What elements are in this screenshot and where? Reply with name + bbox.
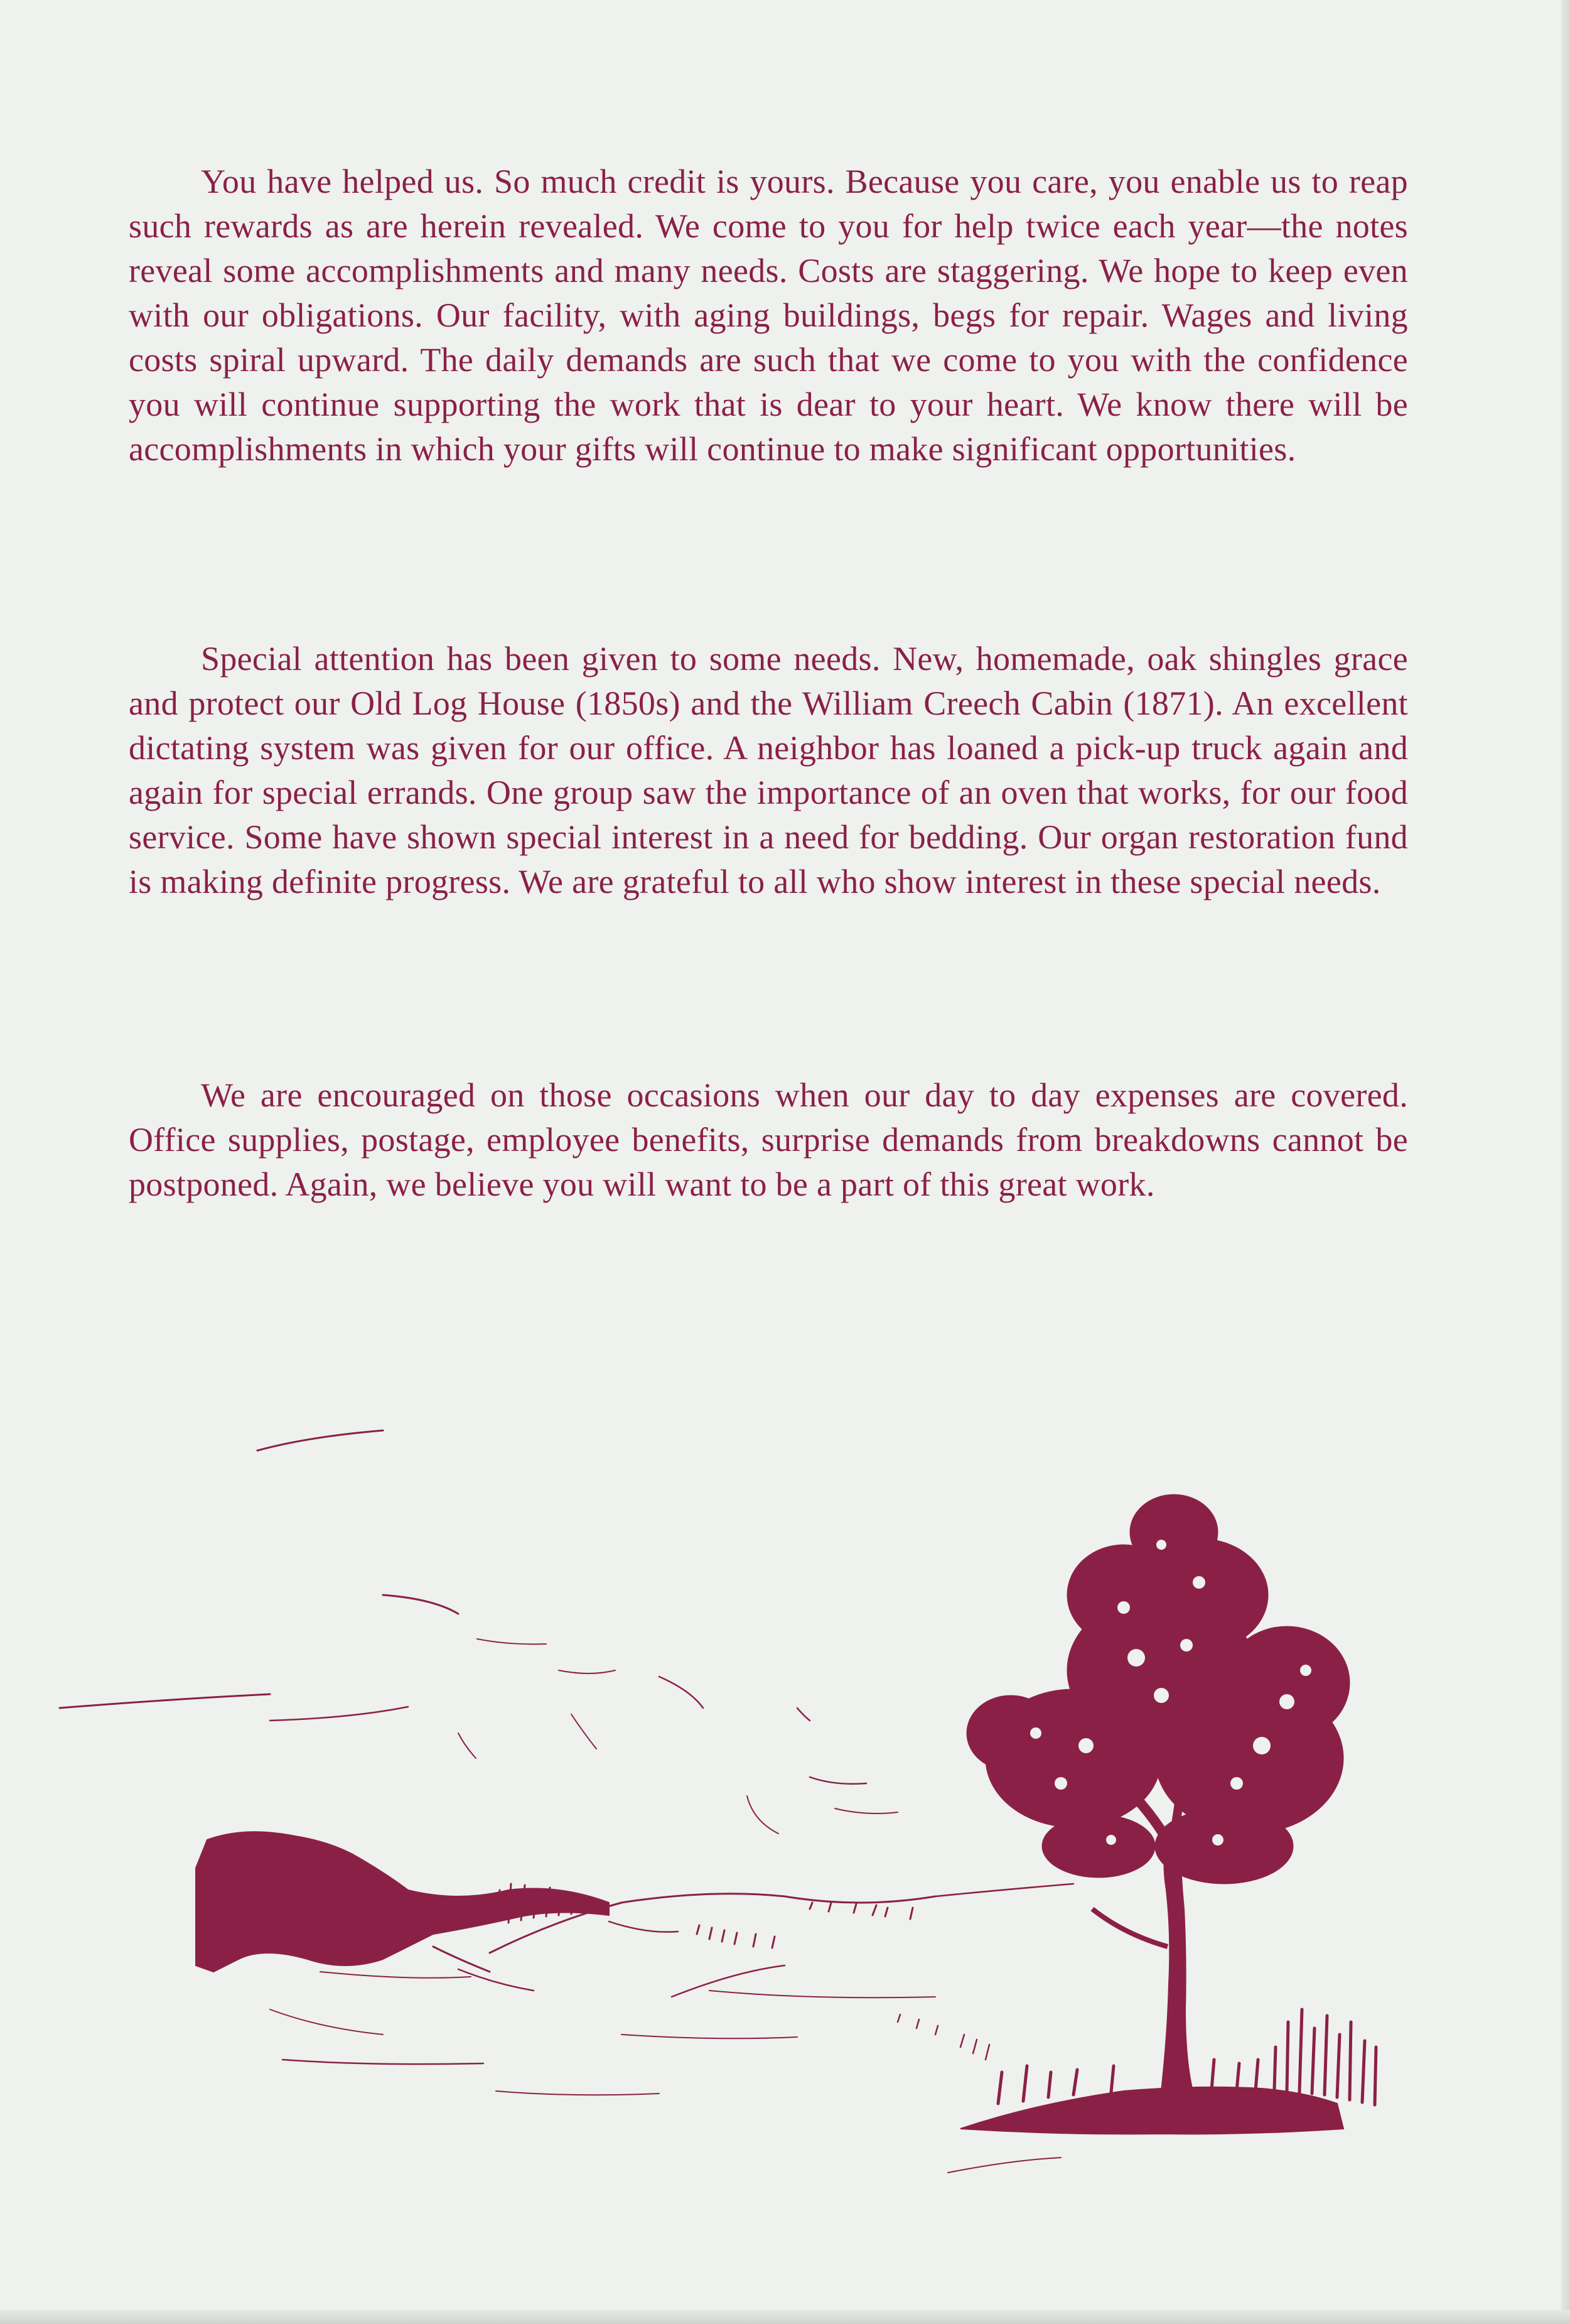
distant-hill <box>935 1884 1073 1896</box>
ground-line <box>270 2009 383 2035</box>
sky-line <box>659 1677 703 1708</box>
sky-line <box>747 1796 778 1834</box>
paragraph-daily-expenses: We are encouraged on those occasions when our day to day expenses are covered. Office supplies, postage, employee benefits, surprise demands from breakdowns cannot be postponed. Again, we believe you will want to be a part of this great work. <box>129 1076 1408 1203</box>
tree-foliage <box>1224 1626 1350 1739</box>
paragraph-gratitude: You have helped us. So much credit is yours. Because you care, you enable us to reap such rewards as are herein revealed. We come to you for help twice each year—the notes reveal some accomplishments and many needs. Costs are staggering. We hope to keep even with our obligations. Our facility, with aging buildings, begs for repair. Wages and living costs spiral upward. The daily demands are such that we come to you with the confidence you will continue supporting the work that is dear to your heart. We know there will be accomplishments in which your gifts will continue to make significant opportunities. <box>129 163 1408 468</box>
landscape-illustration <box>56 1407 1500 2198</box>
sky-line <box>270 1707 408 1721</box>
tree-branch <box>1092 1909 1168 1947</box>
sky-line <box>571 1714 596 1749</box>
ground-line <box>282 2060 483 2064</box>
tree-foliage <box>1042 1815 1155 1878</box>
sky-line <box>257 1430 383 1451</box>
ground-line <box>320 1972 471 1978</box>
ground-line <box>496 2091 659 2095</box>
sky-line <box>477 1639 546 1644</box>
sky-line <box>559 1670 615 1673</box>
tree-mound <box>960 2087 1343 2134</box>
sky-line <box>797 1708 810 1721</box>
page-edge <box>1561 0 1570 2324</box>
page-bottom-edge <box>0 2310 1570 2324</box>
tree-foliage <box>1155 1808 1293 1884</box>
ground-line <box>621 2035 797 2038</box>
sky-line <box>60 1694 270 1708</box>
sky-line <box>458 1733 476 1758</box>
paragraph-special-needs: Special attention has been given to some needs. New, homemade, oak shingles grace and protect our Old Log House (1850s) and the William Creech Cabin (1871). An excellent dictating system was given for our office. A neighbor has loaned a pick-up truck again and again for special errands. One group saw the importance of an oven that works, for our food service. Some have shown special interest in a need for bedding. Our organ restoration fund is making definite progress. We are grateful to all who show interest in these special needs. <box>129 640 1408 900</box>
sky-line <box>835 1808 898 1813</box>
ground-line <box>709 1991 935 1997</box>
cliff-mass <box>196 1832 609 1972</box>
sky-line <box>810 1777 866 1784</box>
tree-foliage <box>1130 1494 1218 1570</box>
sky-line <box>383 1595 458 1614</box>
